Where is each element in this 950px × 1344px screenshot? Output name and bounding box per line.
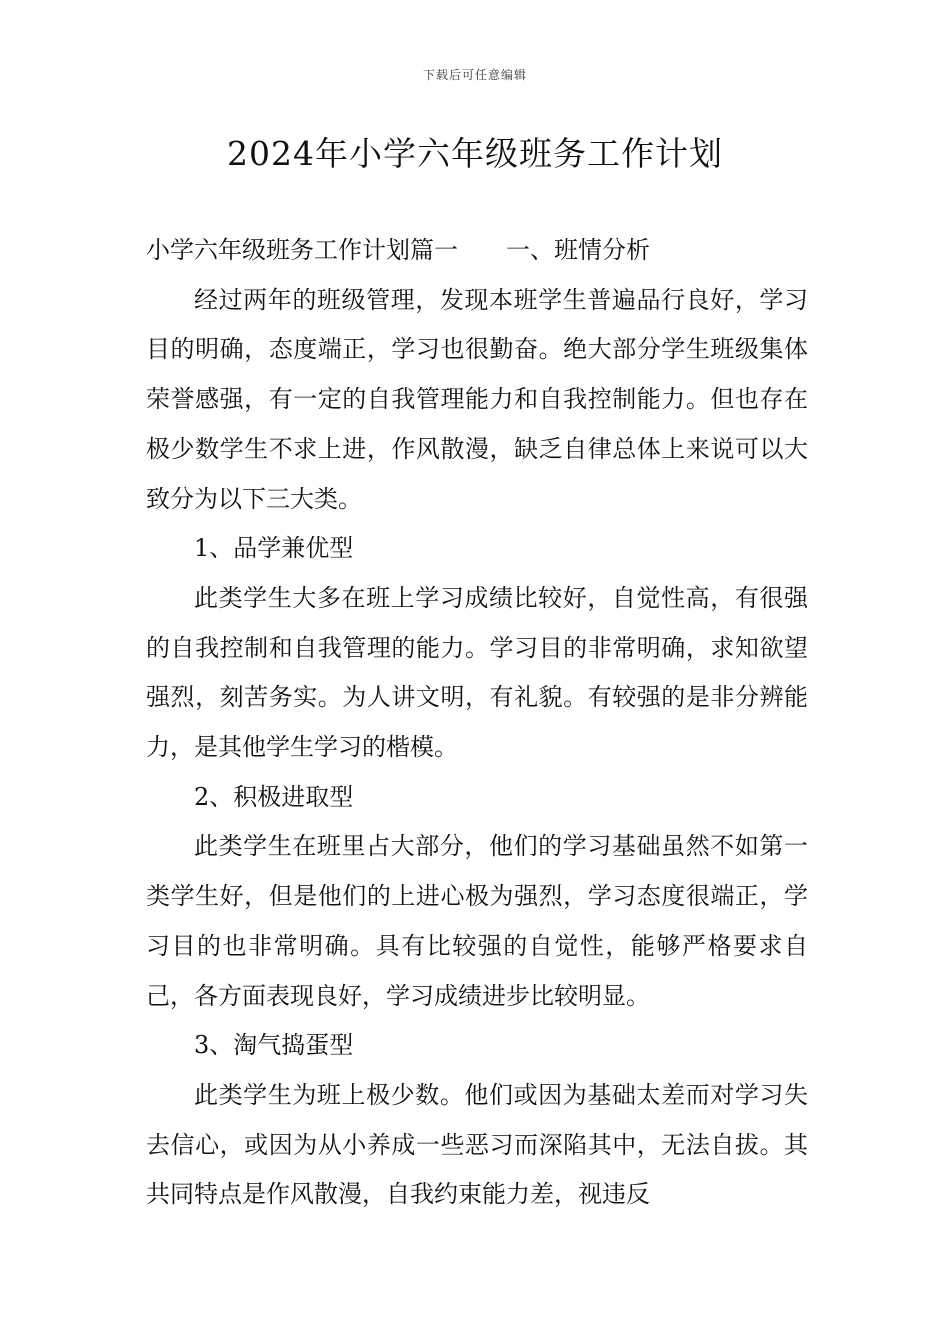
subheading-type-1: 1、品学兼优型 bbox=[194, 534, 354, 563]
subheading-type-3: 3、淘气捣蛋型 bbox=[194, 1031, 354, 1060]
document-body bbox=[146, 226, 808, 1220]
paragraph-type-1: 此类学生大多在班上学习成绩比较好，自觉性高，有很强的自我控制和自我管理的能力。学习目的非常明确，求知欲望强烈，刻苦务实。为人讲文明，有礼貌。有较强的是非分辨能力，是其他学生学习的楷模。 bbox=[146, 583, 808, 762]
paragraph-overview: 经过两年的班级管理，发现本班学生普遍品行良好，学习目的明确，态度端正，学习也很勤奋。绝大部分学生班级集体荣誉感强，有一定的自我管理能力和自我控制能力。但也存在极少数学生不求上进，作风散漫，缺乏自律总体上来说可以大致分为以下三大类。 bbox=[146, 285, 808, 513]
document-title: 2024年小学六年级班务工作计划 bbox=[227, 134, 723, 173]
paragraph-type-3: 此类学生为班上极少数。他们或因为基础太差而对学习失去信心，或因为从小养成一些恶习而深陷其中，无法自拔。其共同特点是作风散漫，自我约束能力差，视违反 bbox=[146, 1080, 808, 1209]
subheading-type-2: 2、积极进取型 bbox=[194, 782, 354, 811]
intro-heading: 小学六年级班务工作计划篇一 bbox=[146, 236, 458, 264]
section-heading: 一、班情分析 bbox=[506, 236, 650, 264]
paragraph-type-2: 此类学生在班里占大部分，他们的学习基础虽然不如第一类学生好，但是他们的上进心极为强烈，学习态度很端正，学习目的也非常明确。具有比较强的自觉性，能够严格要求自己，各方面表现良好，学习成绩进步比较明显。 bbox=[146, 832, 808, 1010]
header-note: 下载后可任意编辑 bbox=[422, 68, 527, 82]
intro-line bbox=[146, 226, 808, 276]
